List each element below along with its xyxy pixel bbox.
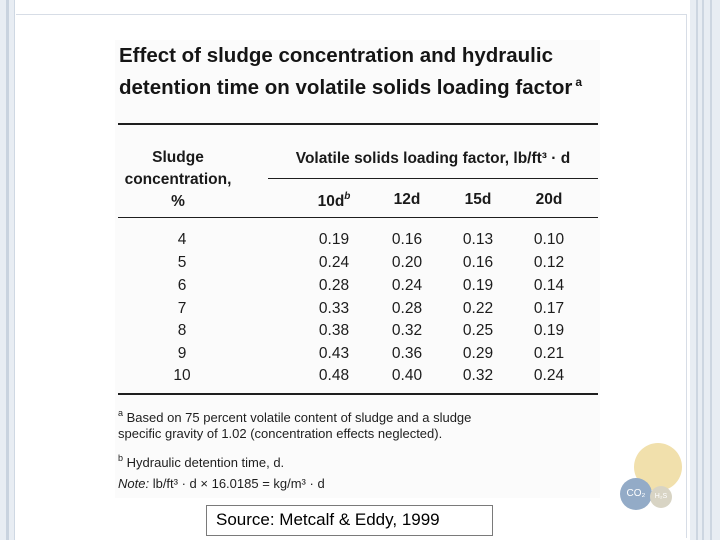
table-title: Effect of sludge concentration and hydraulic detention time on volatile solids loading factor $^a$ [119,44,583,99]
table-cell: 0.22 [462,300,494,317]
footnote-a-continued: specific gravity of 1.02 (concentration effects neglected). [118,426,443,441]
row-concentration: 6 [177,277,187,294]
slide-left-frame [0,0,15,540]
table-cell: 0.19 [318,231,350,248]
source-caption: Source: Metcalf & Eddy, 1999 [206,505,493,536]
table-cell: 0.17 [533,300,565,317]
col-header-10d: $10d^b$ [317,191,351,210]
table-cell: 0.19 [462,277,494,294]
footnote-b: $^b$ Hydraulic detention time, d. [118,453,285,470]
slide-right-frame [690,0,720,540]
table-cell: 0.43 [318,345,350,362]
stub-header [118,147,238,213]
table-cell: 0.48 [318,367,350,384]
stub-header-line: Sludge [152,149,204,166]
spanner-rule [268,178,598,179]
table-cell: 0.24 [391,277,423,294]
co2-bubble: CO₂ [620,478,652,510]
spanner-header: Volatile solids loading factor, lb/ft³ · d [295,150,571,167]
table-cell: 0.16 [391,231,423,248]
table-cell: 0.10 [533,231,565,248]
top-rule [118,123,598,125]
table-cell: 0.40 [391,367,423,384]
table-cell: 0.13 [462,231,494,248]
col-header-20d: 20d [535,191,563,208]
table-cell: 0.32 [462,367,494,384]
table-cell: 0.12 [533,254,565,271]
row-concentration: 5 [177,254,187,271]
table-cell: 0.38 [318,322,350,339]
table-cell: 0.36 [391,345,423,362]
row-concentration: 9 [177,345,187,362]
col-header-12d: 12d [393,191,421,208]
unit-conversion-note: Note: lb/ft³ · d × 16.0185 = kg/m³ · d [118,476,325,491]
table-cell: 0.25 [462,322,494,339]
table-cell: 0.16 [462,254,494,271]
table-cell: 0.28 [391,300,423,317]
row-concentration: 7 [177,300,187,317]
table-cell: 0.19 [533,322,565,339]
table-cell: 0.24 [533,367,565,384]
table-cell: 0.14 [533,277,565,294]
stub-header-line: % [171,193,185,210]
row-concentration: 4 [177,231,187,248]
table-cell: 0.28 [318,277,350,294]
col-header-15d: 15d [464,191,492,208]
table-cell: 0.24 [318,254,350,271]
table-cell: 0.21 [533,345,565,362]
header-rule [118,217,598,218]
table-cell: 0.20 [391,254,423,271]
row-concentration: 8 [177,322,187,339]
table-cell: 0.29 [462,345,494,362]
row-concentration: 10 [173,367,191,384]
footnote-a: $^a$ Based on 75 percent volatile content of sludge and a sludge [118,408,472,425]
h2s-bubble: H₂S [650,486,672,508]
bottom-rule [118,393,598,395]
table-cell: 0.32 [391,322,423,339]
table-cell: 0.33 [318,300,350,317]
stub-header-line: concentration, [124,171,232,188]
